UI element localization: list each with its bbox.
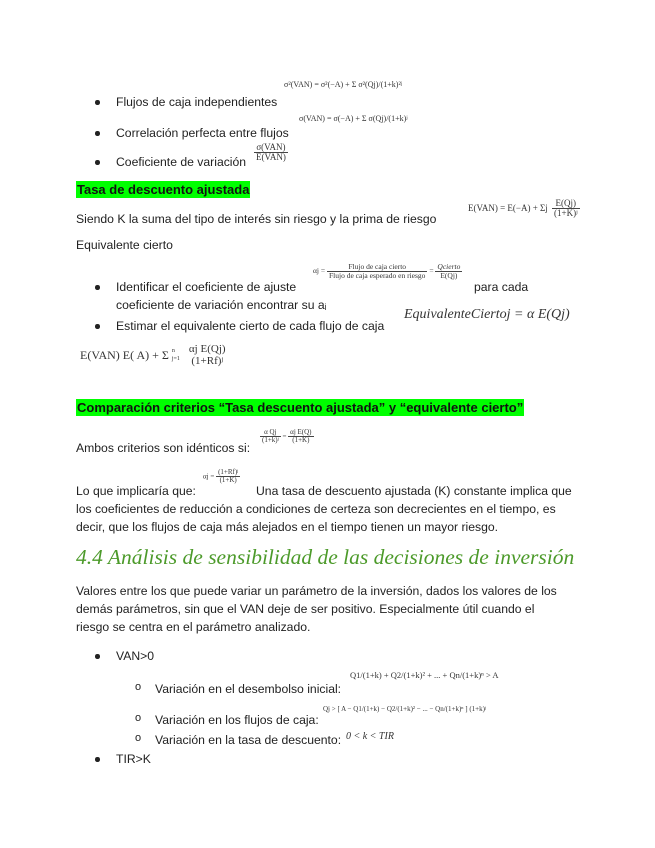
formula-van-equivalente-cierto: E(VAN) E( A) + Σ n j=1 αj E(Qj) (1+Rf)ʲ bbox=[80, 343, 226, 367]
bullet-identificar-coeficiente: Identificar el coeficiente de ajuste bbox=[116, 280, 297, 294]
text-flujos-alejados: decir, que los flujos de caja más alejados en el tiempo tienen un mayor riesgo. bbox=[76, 520, 499, 534]
text-lo-que-implicaria: Lo que implicaría que: bbox=[76, 484, 196, 498]
text-valores-entre: Valores entre los que puede variar un parámetro de la inversión, dados los valores de los bbox=[76, 584, 557, 598]
text-coeficientes-reduccion: los coeficientes de reducción a condiciones de certeza son decrecientes en el tiempo, es bbox=[76, 502, 556, 516]
bullet-coeficiente-variacion: Coeficiente de variación bbox=[116, 155, 247, 169]
heading-equivalente-cierto: Equivalente cierto bbox=[76, 238, 173, 252]
heading-comparacion-criterios: Comparación criterios “Tasa descuento ajustada” y “equivalente cierto” bbox=[77, 400, 524, 415]
formula-van-tasa-ajustada: E(VAN) = E(−A) + Σj $\frac{E(Qj)}{\text{(1+K)ʲ}}$ bbox=[468, 198, 578, 219]
bullet-estimar-equivalente: Estimar el equivalente cierto de cada flujo de caja bbox=[116, 319, 385, 333]
text-coeficiente-variacion-encontrar: coeficiente de variación encontrar su aᵢ bbox=[116, 298, 327, 312]
text-demas-parametros: demás parámetros, sin que el VAN deje de ser positivo. Especialmente útil cuando el bbox=[76, 602, 535, 616]
formula-identidad-criterios: $\frac{\text{α Qj}}{\text{(1+k)ʲ}}$ = $\frac{\text{αj E(Q)}}{(1+K)}$ bbox=[262, 428, 312, 445]
formula-tasa-descuento: 0 < k < TIR bbox=[346, 731, 394, 742]
formula-flujos-caja: Qj > [ A − Q1/(1+k) − Q2/(1+k)² − ... − Qn/(1+k)ⁿ ] (1+k)ʲ bbox=[323, 705, 487, 713]
formula-equivalente-cierto: EquivalenteCiertoj = α E(Qj) bbox=[404, 307, 570, 322]
formula-coeficiente-variacion: $\frac{\text{σ(VAN)}}{\text{E(VAN)}}$ bbox=[256, 142, 286, 163]
bullet-flujos-independientes: Flujos de caja independientes bbox=[116, 95, 278, 109]
text-una-tasa-descuento: Una tasa de descuento ajustada (K) constante implica que bbox=[256, 484, 572, 498]
sub-bullet-desembolso: o Variación en el desembolso inicial: bbox=[155, 682, 341, 696]
formula-correlacion: σ(VAN) = σ(−A) + Σ σ(Qj)/(1+k)ʲ bbox=[299, 114, 408, 123]
bullet-correlacion-perfecta: Correlación perfecta entre flujos bbox=[116, 126, 289, 140]
heading-analisis-sensibilidad: 4.4 Análisis de sensibilidad de las decisiones de inversión bbox=[76, 545, 575, 569]
formula-implicacion: αj = $\frac{\text{(1+Rf)ʲ}}{(1+K)}$ bbox=[203, 468, 239, 485]
formula-varianza-independientes: σ²(VAN) = σ²(−A) + Σ σ²(Qj)/(1+k)²ʲ bbox=[284, 80, 403, 89]
bullet-van-positivo: VAN>0 bbox=[116, 649, 155, 663]
text-siendo-k: Siendo K la suma del tipo de interés sin riesgo y la prima de riesgo bbox=[76, 212, 437, 226]
text-ambos-criterios: Ambos criterios son idénticos si: bbox=[76, 441, 251, 455]
bullet-tir-mayor-k: TIR>K bbox=[116, 752, 151, 766]
formula-desembolso: Q1/(1+k) + Q2/(1+k)² + ... + Qn/(1+k)ⁿ > A bbox=[350, 670, 499, 680]
formula-coeficiente-ajuste: αj = $\frac{\text{Flujo de caja cierto}}{\text{Flujo de caja esperado en riesgo}}$ = $\frac{\text{Qcierto}}{E(Qj)}$ bbox=[313, 262, 461, 280]
sub-bullet-tasa-descuento: o Variación en la tasa de descuento: bbox=[155, 733, 341, 747]
text-para-cada: para cada bbox=[474, 280, 529, 294]
sub-bullet-flujos-caja: o Variación en los flujos de caja: bbox=[155, 713, 319, 727]
heading-tasa-descuento-ajustada: Tasa de descuento ajustada bbox=[77, 182, 250, 197]
text-riesgo-centra: riesgo se centra en el parámetro analizado. bbox=[76, 620, 311, 634]
